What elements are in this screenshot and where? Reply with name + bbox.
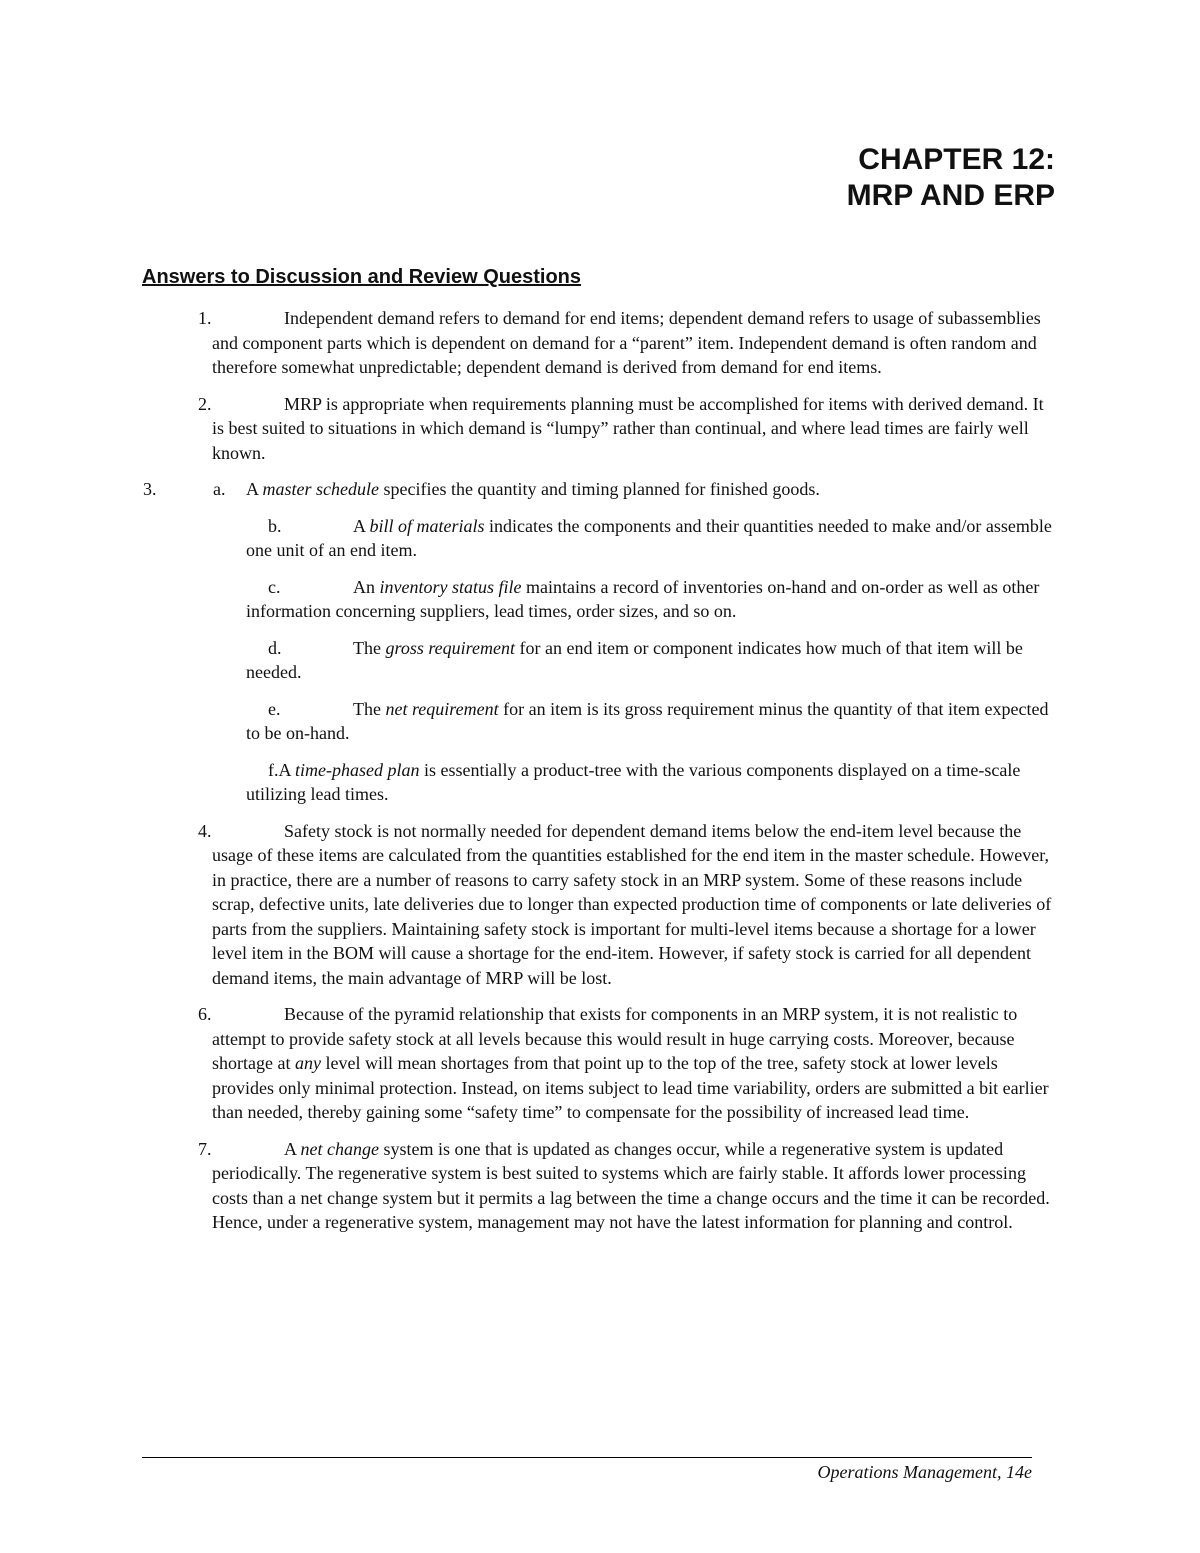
sub-text-pre: The [353, 637, 386, 658]
answer-3a [143, 477, 1052, 502]
answer-3b [246, 514, 1052, 563]
sub-text-pre: The [353, 698, 386, 719]
chapter-name: MRP AND ERP [846, 179, 1055, 212]
sub-text-post: specifies the quantity and timing planned for finished goods. [379, 479, 820, 499]
sub-text-post: for an end item or component indicates how much of that item will be needed. [246, 637, 1023, 682]
sub-letter: f. [268, 759, 279, 780]
answer-3e [246, 697, 1052, 746]
answer-text-pre: A [284, 1138, 301, 1159]
answer-number: 2. [198, 393, 212, 414]
term: inventory status file [379, 576, 522, 597]
sub-text-post: indicates the components and their quantities needed to make and/or assemble one unit of an end item. [246, 515, 1052, 560]
answer-text-post: system is one that is updated as changes occur, while a regenerative system is updated periodically. The regenerative system is best suited to systems which are fairly stable. It affords lower processing costs than a net change system but it permits a lag between the time a change occurs and the time it can be recorded. Hence, under a regenerative system, management may not have the latest information for planning and control. [212, 1138, 1050, 1232]
sub-text-pre: A [246, 479, 263, 499]
answer-number: 7. [198, 1138, 212, 1159]
answer-number: 4. [198, 820, 212, 841]
sub-letter: d. [268, 637, 282, 658]
term: master schedule [262, 479, 379, 499]
answer-3c [246, 575, 1052, 624]
term: gross requirement [385, 637, 515, 658]
answer-number: 3. [143, 479, 157, 499]
sub-text-pre: An [353, 576, 380, 597]
answer-3d [246, 636, 1052, 685]
section-heading: Answers to Discussion and Review Questions [142, 266, 582, 288]
sub-text-pre: A [353, 515, 370, 536]
sub-letter: a. [213, 479, 226, 499]
chapter-title [847, 142, 1055, 214]
sub-text-post: for an item is its gross requirement minus the quantity of that item expected to be on-hand. [246, 698, 1049, 743]
term: any [294, 1053, 321, 1073]
answer-3f [246, 758, 1052, 807]
footer-text: Operations Management, 14e [817, 1462, 1032, 1482]
answer-4 [198, 819, 1052, 991]
answer-number: 1. [198, 308, 212, 328]
answer-text: Independent demand refers to demand for end items; dependent demand refers to usage of subassemblies and component parts which is dependent on demand for a “parent” item. Independent demand is often random and therefore somewhat unpredictable; dependent demand is derived from demand for end items. [212, 308, 1041, 377]
answer-7 [198, 1137, 1052, 1235]
sub-letter: b. [268, 515, 282, 536]
answer-text-pre: Because of the pyramid relationship that exists for components in an MRP system, it is not realistic to attempt to provide safety stock at all levels because this would result in huge carrying costs. Moreover, because shortage at [212, 1004, 1018, 1073]
sub-letter: e. [268, 698, 281, 719]
answer-text: MRP is appropriate when requirements planning must be accomplished for items with derived demand. It is best suited to situations in which demand is “lumpy” rather than continual, and where lead times are fairly well known. [212, 393, 1044, 463]
term: time-phased plan [295, 759, 420, 780]
sub-text-post: is essentially a product-tree with the various components displayed on a time-scale utilizing lead times. [246, 759, 1021, 804]
footer-divider [142, 1457, 1032, 1458]
chapter-number: CHAPTER 12: [858, 143, 1055, 176]
answer-text-post: level will mean shortages from that point up to the top of the tree, safety stock at lower levels provides only minimal protection. Instead, on items subject to lead time variability, orders are submitted a bit earlier than needed, thereby gaining some “safety time” to compensate for the possibility of increased lead time. [212, 1053, 1049, 1122]
answer-2 [198, 392, 1052, 466]
answer-1 [198, 306, 1052, 380]
term: net change [300, 1138, 379, 1159]
term: net requirement [385, 698, 499, 719]
sub-text-pre: A [278, 759, 296, 780]
answer-text: Safety stock is not normally needed for dependent demand items below the end-item level because the usage of these items are calculated from the quantities established for the end item in the master schedule. However, in practice, there are a number of reasons to carry safety stock in an MRP system. Some of these reasons include scrap, defective units, late deliveries due to longer than expected production time of components or late deliveries of parts from the suppliers. Maintaining safety stock is important for multi-level items because a shortage for a lower level item in the BOM will cause a shortage for the end-item. However, if safety stock is carried for all dependent demand items, the main advantage of MRP will be lost. [212, 820, 1052, 988]
answers-list [0, 306, 1200, 1247]
sub-text-post: maintains a record of inventories on-hand and on-order as well as other information concerning suppliers, lead times, order sizes, and so on. [246, 576, 1040, 621]
answer-number: 6. [198, 1004, 212, 1024]
sub-text [246, 477, 820, 502]
term: bill of materials [369, 515, 485, 536]
answer-6 [198, 1002, 1052, 1125]
sub-letter: c. [268, 576, 281, 597]
